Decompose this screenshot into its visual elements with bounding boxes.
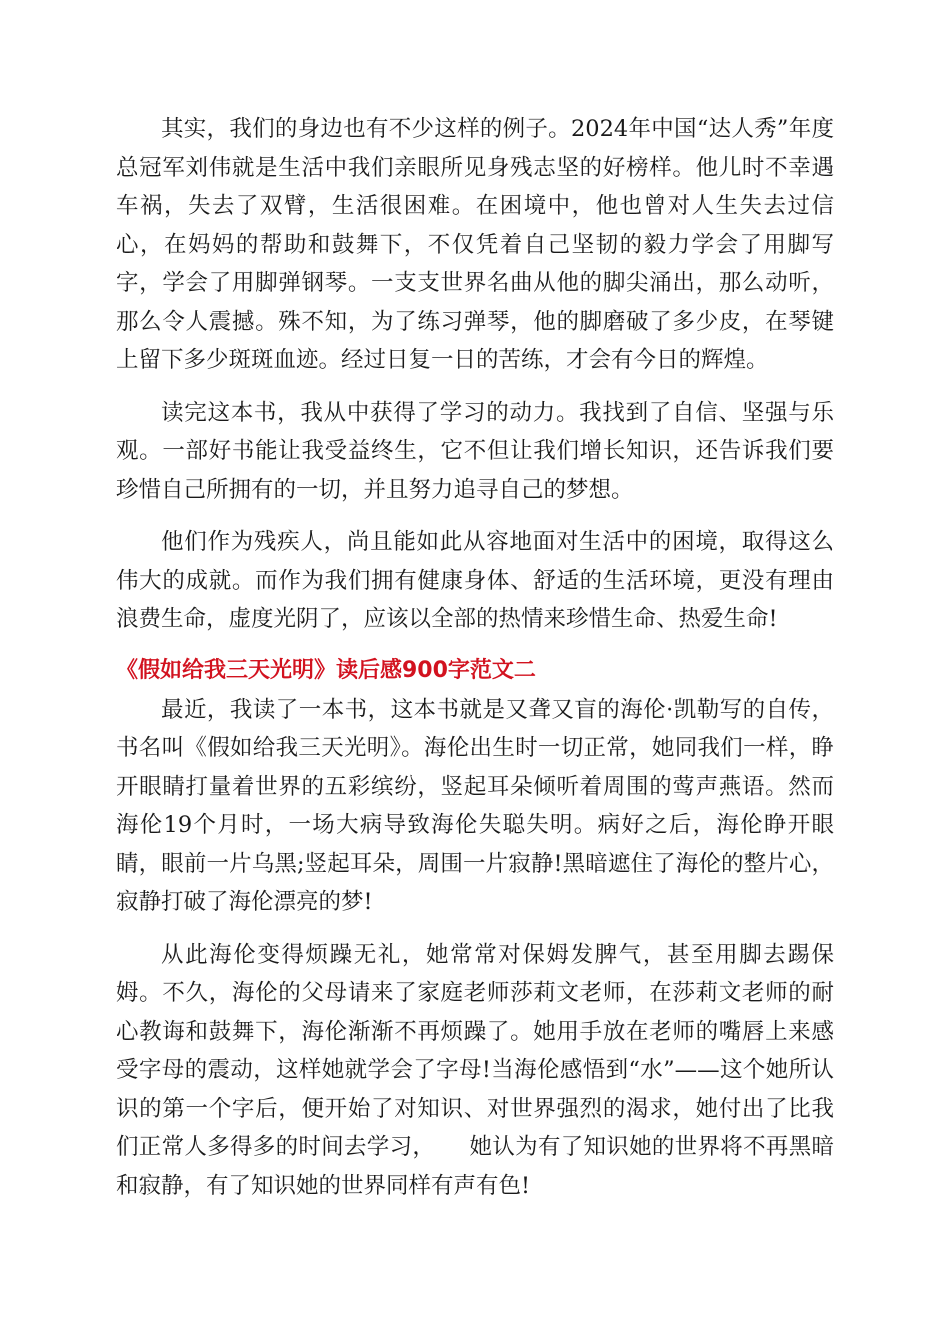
paragraph-helen-intro: 最近，我读了一本书，这本书就是又聋又盲的海伦·凯勒写的自传，书名叫《假如给我三天光明》。海伦出生时一切正常，她同我们一样，睁开眼睛打量着世界的五彩缤纷，竖起耳朵倾听着周围的莺声燕语。然而海伦19个月时，一场大病导致海伦失聪失明。病好之后，海伦睁开眼睛，眼前一片乌黑;竖起耳朵，周围一片寂静!黑暗遮住了海伦的整片心，寂静打破了海伦漂亮的梦!	[116, 696, 834, 915]
paragraph-helen-learning: 从此海伦变得烦躁无礼，她常常对保姆发脾气，甚至用脚去踢保姆。不久，海伦的父母请来了家庭老师莎莉文老师，在莎莉文老师的耐心教诲和鼓舞下，海伦渐渐不再烦躁了。她用手放在老师的嘴唇上来感受字母的震动，这样她就学会了字母!当海伦感悟到“水”——这个她所认识的第一个字后，便开始了对知识、对世界强烈的渴求，她付出了比我们正常人多得多的时间去学习， 她认为有了知识她的世界将不再黑暗和寂静，有了知识她的世界同样有声有色!	[116, 941, 834, 1199]
paragraph-reading-motivation: 读完这本书，我从中获得了学习的动力。我找到了自信、坚强与乐观。一部好书能让我受益终生，它不但让我们增长知识，还告诉我们要珍惜自己所拥有的一切，并且努力追寻自己的梦想。	[116, 399, 834, 503]
document-body	[116, 110, 834, 1219]
section-heading: 《假如给我三天光明》读后感900字范文二	[116, 657, 536, 683]
paragraph-cherish-life: 他们作为残疾人，尚且能如此从容地面对生活中的困境，取得这么伟大的成就。而作为我们拥有健康身体、舒适的生活环境，更没有理由浪费生命，虚度光阴了，应该以全部的热情来珍惜生命、热爱生命!	[116, 529, 834, 632]
paragraph-liu-wei-example: 其实，我们的身边也有不少这样的例子。2024年中国“达人秀”年度总冠军刘伟就是生活中我们亲眼所见身残志坚的好榜样。他儿时不幸遇车祸，失去了双臂，生活很困难。在困境中，他也曾对人生失去过信心，在妈妈的帮助和鼓舞下，不仅凭着自己坚韧的毅力学会了用脚写字，学会了用脚弹钢琴。一支支世界名曲从他的脚尖涌出，那么动听，那么令人震撼。殊不知，为了练习弹琴，他的脚磨破了多少皮，在琴键上留下多少斑斑血迹。经过日复一日的苦练，才会有今日的辉煌。	[116, 116, 834, 373]
